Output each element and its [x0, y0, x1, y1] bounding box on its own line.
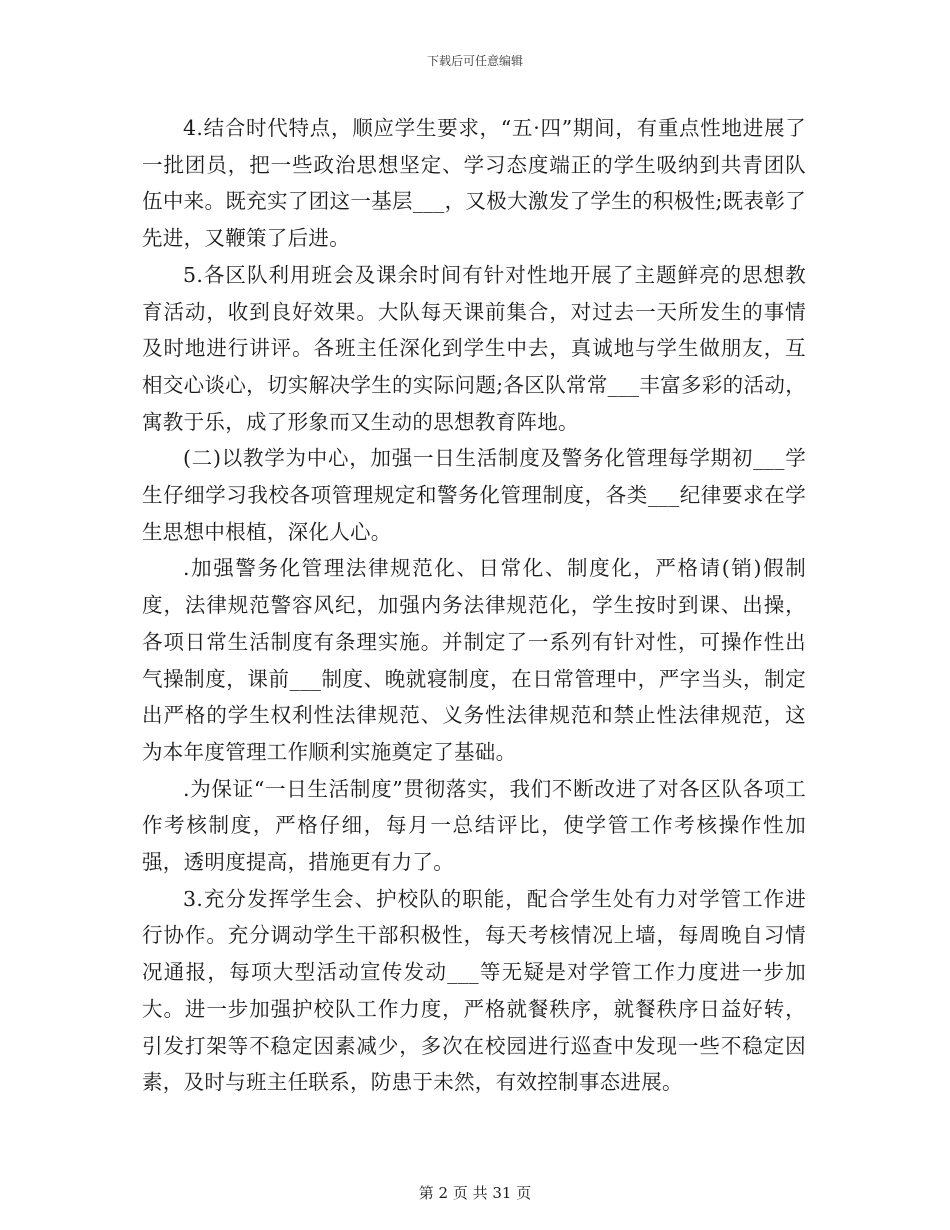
paragraph-police-management: .加强警务化管理法律规范化、日常化、制度化，严格请(销)假制度，法律规范警容风纪，加强内务法律规范化，学生按时到课、出操，各项日常生活制度有条理实施。并制定了一系列有针对性，可操作性出气操制度，课前___制度、晚就寝制度，在日常管理中，严字当头，制定出严格的学生权利性法律规范、义务性法律规范和禁止性法律规范，这为本年度管理工作顺利实施奠定了基础。	[142, 556, 806, 764]
paragraph-item-4: 4.结合时代特点，顺应学生要求，“五·四”期间，有重点性地进展了一批团员，把一些政治思想坚定、学习态度端正的学生吸纳到共青团队伍中来。既充实了团这一基层___，又极大激发了学生的积极性;既表彰了先进，又鞭策了后进。	[142, 116, 806, 251]
paragraph-item-3: 3.充分发挥学生会、护校队的职能，配合学生处有力对学管工作进行协作。充分调动学生干部积极性，每天考核情况上墙，每周晚自习情况通报，每项大型活动宣传发动___等无疑是对学管工作力度进一步加大。进一步加强护校队工作力度，严格就餐秩序，就餐秩序日益好转，引发打架等不稳定因素减少，多次在校园进行巡查中发现一些不稳定因素，及时与班主任联系，防患于未然，有效控制事态进展。	[142, 886, 806, 1095]
paragraph-item-5: 5.各区队利用班会及课余时间有针对性地开展了主题鲜亮的思想教育活动，收到良好效果。大队每天课前集合，对过去一天所发生的事情及时地进行讲评。各班主任深化到学生中去，真诚地与学生做朋友，互相交心谈心，切实解决学生的实际问题;各区队常常___丰富多彩的活动，寓教于乐，成了形象而又生动的思想教育阵地。	[142, 262, 806, 434]
document-body	[142, 110, 806, 1101]
paragraph-section-2: (二)以教学为中心，加强一日生活制度及警务化管理每学期初___学生仔细学习我校各项管理规定和警务化管理制度，各类___纪律要求在学生思想中根植，深化人心。	[142, 446, 806, 544]
page-footer: 第 2 页 共 31 页	[418, 1184, 532, 1202]
paragraph-daily-system: .为保证“一日生活制度”贯彻落实，我们不断改进了对各区队各项工作考核制度，严格仔细，每月一总结评比，使学管工作考核操作性加强，透明度提高，措施更有力了。	[142, 776, 806, 875]
page-header: 下载后可任意编辑	[426, 54, 523, 68]
